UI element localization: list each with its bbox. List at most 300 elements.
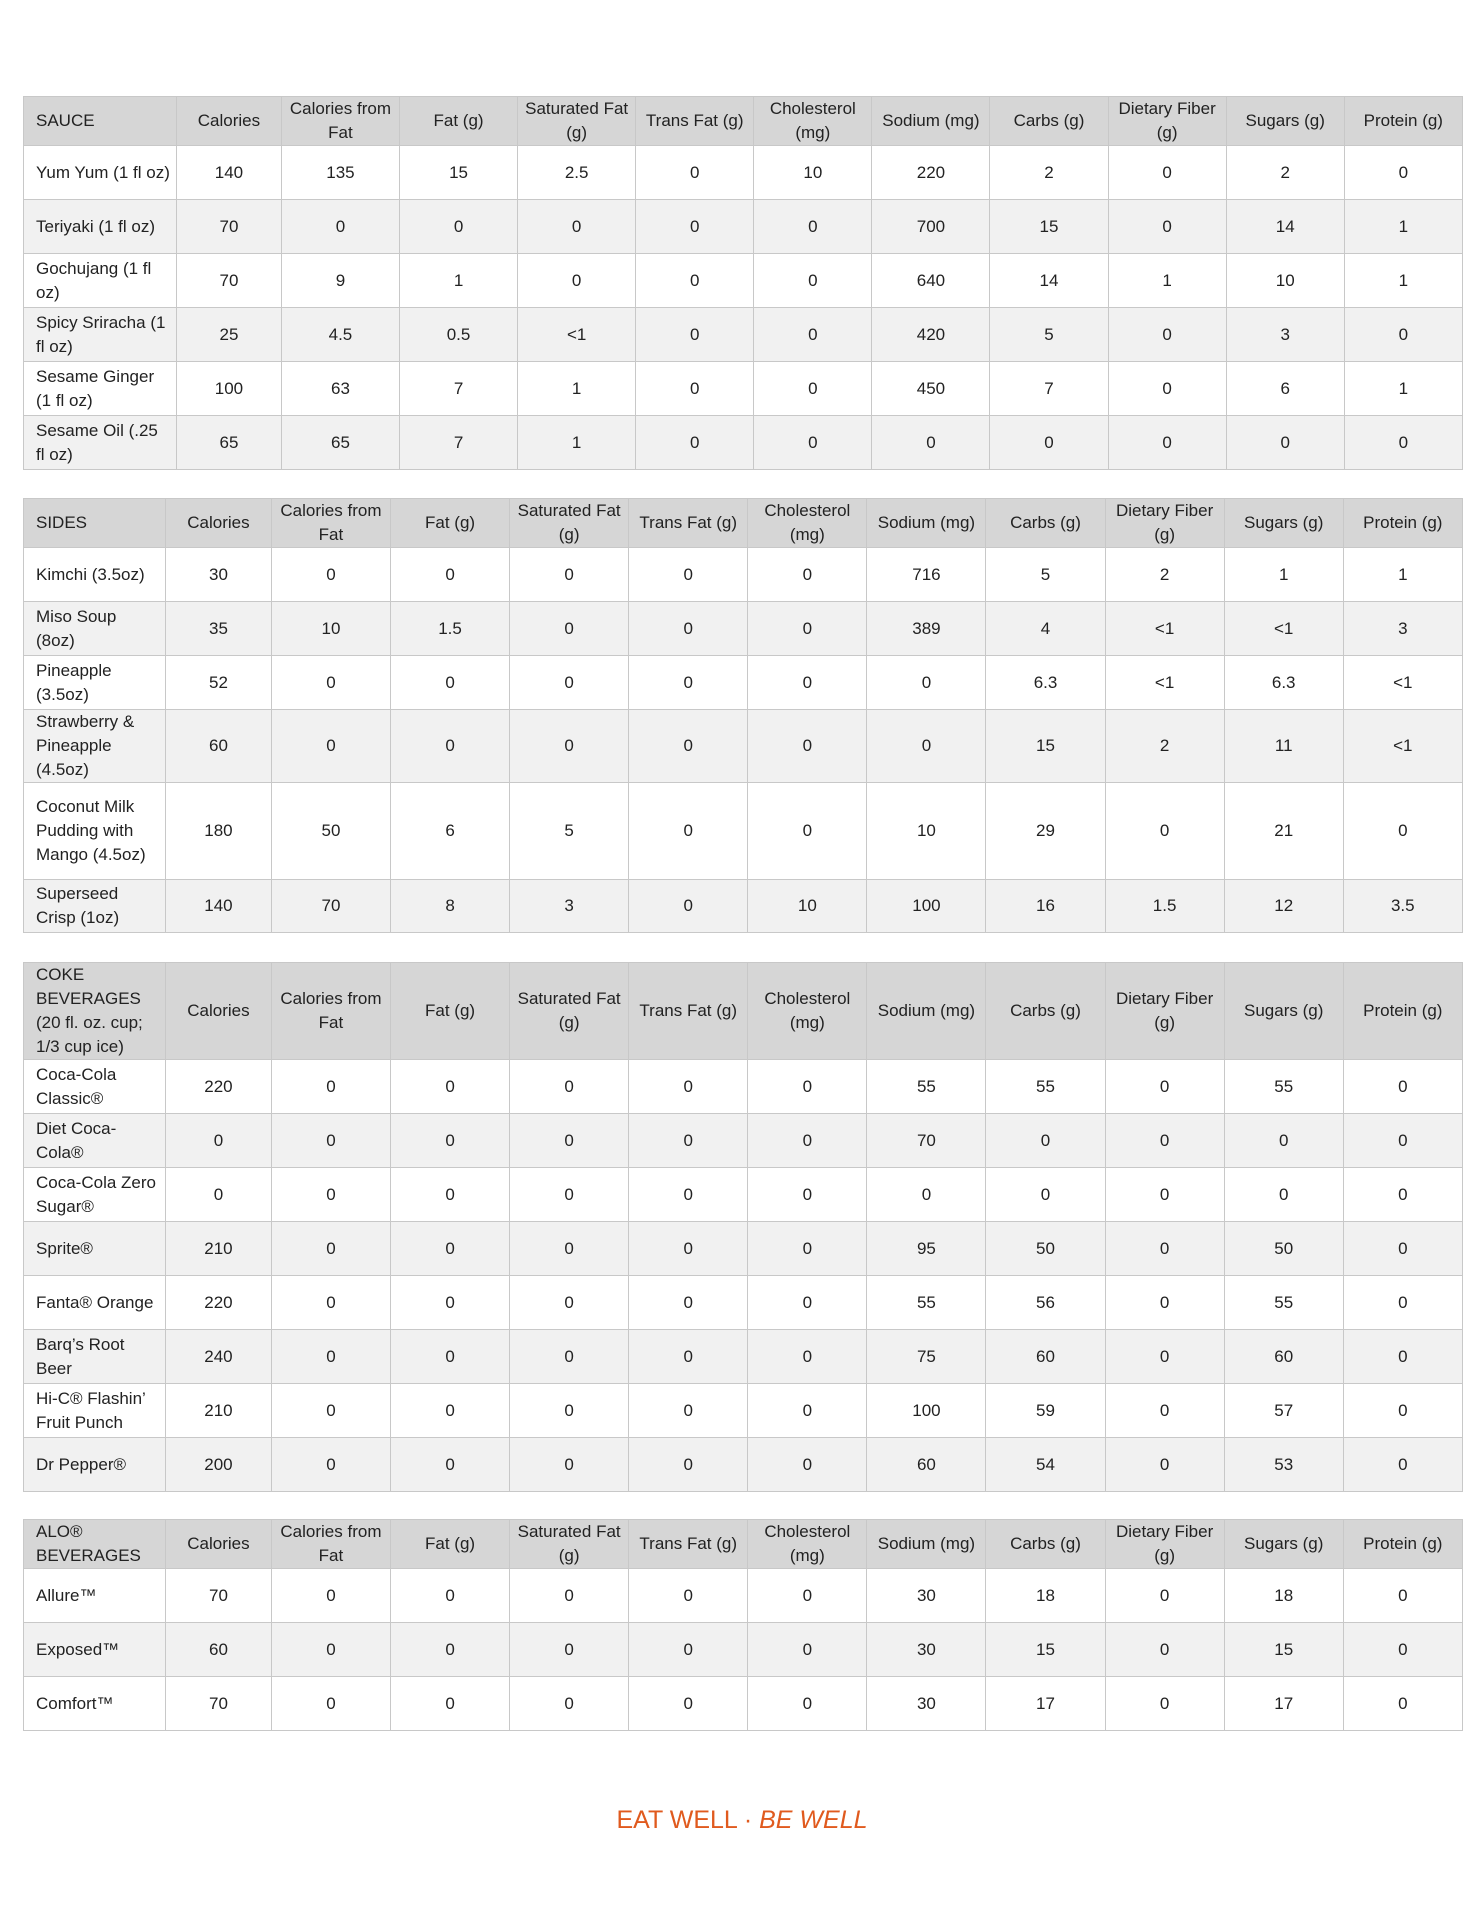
nutrient-value: 70 bbox=[867, 1114, 986, 1168]
nutrient-value: 0 bbox=[872, 416, 990, 470]
item-name: Dr Pepper® bbox=[24, 1438, 166, 1492]
nutrient-value: 0 bbox=[867, 1168, 986, 1222]
nutrient-value: <1 bbox=[518, 308, 636, 362]
nutrient-value: 0 bbox=[1343, 1222, 1462, 1276]
table-row bbox=[24, 1060, 1463, 1114]
nutrient-value: 0 bbox=[391, 1060, 510, 1114]
table-row bbox=[24, 656, 1463, 710]
nutrient-value: 100 bbox=[867, 880, 986, 933]
nutrient-value: 0 bbox=[518, 254, 636, 308]
column-header: Fat (g) bbox=[391, 499, 510, 548]
column-header: Cholesterol (mg) bbox=[754, 97, 872, 146]
item-name: Sprite® bbox=[24, 1222, 166, 1276]
nutrient-value: 0 bbox=[1224, 1168, 1343, 1222]
column-header: Trans Fat (g) bbox=[629, 499, 748, 548]
nutrient-value: 0 bbox=[1343, 1384, 1462, 1438]
nutrient-value: 57 bbox=[1224, 1384, 1343, 1438]
nutrient-value: 0 bbox=[1105, 1438, 1224, 1492]
nutrient-value: 0 bbox=[510, 602, 629, 656]
nutrient-value: 0 bbox=[748, 1114, 867, 1168]
nutrient-value: 35 bbox=[166, 602, 272, 656]
nutrient-value: 0 bbox=[271, 1623, 390, 1677]
column-header: Cholesterol (mg) bbox=[748, 963, 867, 1060]
nutrient-value: 0 bbox=[271, 1330, 390, 1384]
nutrient-value: 54 bbox=[986, 1438, 1105, 1492]
nutrient-value: 59 bbox=[986, 1384, 1105, 1438]
column-header: Dietary Fiber (g) bbox=[1105, 963, 1224, 1060]
nutrient-value: 0 bbox=[629, 1569, 748, 1623]
column-header: Cholesterol (mg) bbox=[748, 499, 867, 548]
nutrient-value: 100 bbox=[177, 362, 282, 416]
nutrient-value: 9 bbox=[281, 254, 399, 308]
nutrient-value: 5 bbox=[986, 548, 1105, 602]
nutrient-value: 0 bbox=[629, 1222, 748, 1276]
nutrient-value: 3 bbox=[510, 880, 629, 933]
nutrient-value: 0 bbox=[391, 710, 510, 783]
nutrient-value: 17 bbox=[986, 1677, 1105, 1731]
nutrient-value: 55 bbox=[867, 1276, 986, 1330]
nutrient-value: 0 bbox=[1108, 416, 1226, 470]
nutrient-value: 0 bbox=[391, 1384, 510, 1438]
nutrient-value: 0 bbox=[748, 783, 867, 880]
nutrient-value: 0 bbox=[867, 710, 986, 783]
nutrient-value: 0 bbox=[1105, 1623, 1224, 1677]
table-row bbox=[24, 1330, 1463, 1384]
table-row bbox=[24, 362, 1463, 416]
nutrient-value: 0 bbox=[510, 1569, 629, 1623]
item-name: Coconut Milk Pudding with Mango (4.5oz) bbox=[24, 783, 166, 880]
nutrient-value: 55 bbox=[986, 1060, 1105, 1114]
nutrient-value: 50 bbox=[271, 783, 390, 880]
column-header: Calories from Fat bbox=[271, 1520, 390, 1569]
nutrient-value: 17 bbox=[1224, 1677, 1343, 1731]
nutrient-value: 1 bbox=[1343, 548, 1462, 602]
nutrient-value: 0 bbox=[754, 200, 872, 254]
column-header: Carbs (g) bbox=[986, 499, 1105, 548]
nutrient-value: 14 bbox=[990, 254, 1108, 308]
nutrient-value: 0 bbox=[510, 1060, 629, 1114]
column-header: Trans Fat (g) bbox=[629, 963, 748, 1060]
nutrition-table bbox=[23, 962, 1463, 1492]
nutrient-value: 0 bbox=[510, 1384, 629, 1438]
nutrient-value: 0 bbox=[748, 1060, 867, 1114]
nutrient-value: 70 bbox=[177, 200, 282, 254]
nutrient-value: 0 bbox=[400, 200, 518, 254]
nutrient-value: 18 bbox=[986, 1569, 1105, 1623]
nutrient-value: 0 bbox=[629, 783, 748, 880]
nutrient-value: 0 bbox=[510, 1330, 629, 1384]
nutrient-value: 10 bbox=[1226, 254, 1344, 308]
nutrient-value: 0 bbox=[510, 1623, 629, 1677]
nutrient-value: 0 bbox=[1343, 1623, 1462, 1677]
item-name: Gochujang (1 fl oz) bbox=[24, 254, 177, 308]
nutrient-value: 0 bbox=[629, 1114, 748, 1168]
nutrient-value: 220 bbox=[166, 1276, 272, 1330]
column-header: Calories bbox=[166, 1520, 272, 1569]
nutrient-value: 70 bbox=[177, 254, 282, 308]
nutrient-value: 0 bbox=[748, 602, 867, 656]
nutrient-value: 0 bbox=[510, 710, 629, 783]
nutrient-value: 0 bbox=[510, 1276, 629, 1330]
table-row bbox=[24, 416, 1463, 470]
table-row bbox=[24, 1384, 1463, 1438]
nutrient-value: 0 bbox=[629, 1384, 748, 1438]
table-row bbox=[24, 1168, 1463, 1222]
nutrient-value: 0 bbox=[748, 1569, 867, 1623]
nutrient-value: 1 bbox=[1344, 362, 1462, 416]
section-title: SAUCE bbox=[24, 97, 177, 146]
table-header-row bbox=[24, 499, 1463, 548]
nutrient-value: 0 bbox=[1343, 1114, 1462, 1168]
nutrient-value: <1 bbox=[1343, 710, 1462, 783]
nutrient-value: 29 bbox=[986, 783, 1105, 880]
nutrient-value: 70 bbox=[166, 1677, 272, 1731]
column-header: Calories from Fat bbox=[281, 97, 399, 146]
nutrient-value: 1.5 bbox=[391, 602, 510, 656]
nutrient-value: 0 bbox=[1108, 308, 1226, 362]
column-header: Sodium (mg) bbox=[867, 499, 986, 548]
section-title: SIDES bbox=[24, 499, 166, 548]
nutrient-value: 0 bbox=[281, 200, 399, 254]
nutrient-value: 0 bbox=[748, 1384, 867, 1438]
nutrient-value: 0 bbox=[1343, 783, 1462, 880]
column-header: Calories bbox=[166, 963, 272, 1060]
nutrient-value: 240 bbox=[166, 1330, 272, 1384]
nutrient-value: 1 bbox=[518, 362, 636, 416]
column-header: Calories bbox=[177, 97, 282, 146]
nutrient-value: 56 bbox=[986, 1276, 1105, 1330]
nutrient-value: 55 bbox=[1224, 1276, 1343, 1330]
table-row bbox=[24, 1222, 1463, 1276]
nutrient-value: 220 bbox=[166, 1060, 272, 1114]
section-title: COKE BEVERAGES (20 fl. oz. cup; 1/3 cup ice) bbox=[24, 963, 166, 1060]
nutrient-value: 12 bbox=[1224, 880, 1343, 933]
nutrient-value: 60 bbox=[986, 1330, 1105, 1384]
nutrient-value: <1 bbox=[1343, 656, 1462, 710]
nutrient-value: 0 bbox=[867, 656, 986, 710]
column-header: Protein (g) bbox=[1343, 499, 1462, 548]
nutrient-value: 0 bbox=[1105, 1330, 1224, 1384]
column-header: Sugars (g) bbox=[1224, 1520, 1343, 1569]
nutrient-value: 0 bbox=[1343, 1276, 1462, 1330]
nutrient-value: 0 bbox=[748, 656, 867, 710]
table-row bbox=[24, 146, 1463, 200]
table-row bbox=[24, 1438, 1463, 1492]
nutrient-value: 0 bbox=[629, 1330, 748, 1384]
nutrient-value: 0 bbox=[1108, 362, 1226, 416]
column-header: Saturated Fat (g) bbox=[510, 1520, 629, 1569]
nutrient-value: 0 bbox=[629, 1060, 748, 1114]
table-row bbox=[24, 880, 1463, 933]
nutrient-value: 0 bbox=[748, 1330, 867, 1384]
column-header: Dietary Fiber (g) bbox=[1108, 97, 1226, 146]
nutrient-value: 0 bbox=[166, 1168, 272, 1222]
column-header: Cholesterol (mg) bbox=[748, 1520, 867, 1569]
nutrient-value: 7 bbox=[990, 362, 1108, 416]
nutrient-value: 0 bbox=[748, 1168, 867, 1222]
item-name: Yum Yum (1 fl oz) bbox=[24, 146, 177, 200]
table-row bbox=[24, 308, 1463, 362]
item-name: Exposed™ bbox=[24, 1623, 166, 1677]
nutrient-value: 140 bbox=[166, 880, 272, 933]
nutrition-table bbox=[23, 1519, 1463, 1731]
nutrient-value: 0 bbox=[510, 1114, 629, 1168]
table-row bbox=[24, 200, 1463, 254]
nutrient-value: 135 bbox=[281, 146, 399, 200]
nutrient-value: 0 bbox=[391, 1276, 510, 1330]
tagline-accent: BE WELL bbox=[759, 1806, 868, 1834]
column-header: Saturated Fat (g) bbox=[510, 963, 629, 1060]
nutrient-value: 0 bbox=[629, 1276, 748, 1330]
table-header-row bbox=[24, 1520, 1463, 1569]
item-name: Barq’s Root Beer bbox=[24, 1330, 166, 1384]
table-header-row bbox=[24, 97, 1463, 146]
table-row bbox=[24, 548, 1463, 602]
nutrient-value: 0 bbox=[1343, 1330, 1462, 1384]
nutrient-value: <1 bbox=[1105, 656, 1224, 710]
item-name: Strawberry & Pineapple (4.5oz) bbox=[24, 710, 166, 783]
column-header: Dietary Fiber (g) bbox=[1105, 1520, 1224, 1569]
column-header: Fat (g) bbox=[400, 97, 518, 146]
nutrient-value: 0 bbox=[1226, 416, 1344, 470]
column-header: Calories from Fat bbox=[271, 499, 390, 548]
nutrient-value: 0.5 bbox=[400, 308, 518, 362]
nutrient-value: 50 bbox=[1224, 1222, 1343, 1276]
table-header-row bbox=[24, 963, 1463, 1060]
nutrient-value: 16 bbox=[986, 880, 1105, 933]
nutrient-value: 0 bbox=[271, 548, 390, 602]
column-header: Protein (g) bbox=[1343, 1520, 1462, 1569]
nutrient-value: 0 bbox=[1224, 1114, 1343, 1168]
nutrient-value: 14 bbox=[1226, 200, 1344, 254]
nutrient-value: 60 bbox=[166, 710, 272, 783]
table-row bbox=[24, 710, 1463, 783]
item-name: Superseed Crisp (1oz) bbox=[24, 880, 166, 933]
nutrient-value: 0 bbox=[1105, 783, 1224, 880]
nutrient-value: 0 bbox=[271, 1060, 390, 1114]
nutrient-value: 21 bbox=[1224, 783, 1343, 880]
item-name: Coca-Cola Classic® bbox=[24, 1060, 166, 1114]
column-header: Sugars (g) bbox=[1224, 963, 1343, 1060]
nutrient-value: 0 bbox=[1344, 416, 1462, 470]
nutrient-value: 0 bbox=[391, 1114, 510, 1168]
nutrient-value: 63 bbox=[281, 362, 399, 416]
nutrient-value: 0 bbox=[391, 1438, 510, 1492]
column-header: Dietary Fiber (g) bbox=[1105, 499, 1224, 548]
column-header: Protein (g) bbox=[1344, 97, 1462, 146]
nutrition-table bbox=[23, 498, 1463, 933]
nutrient-value: 0 bbox=[271, 656, 390, 710]
nutrient-value: 180 bbox=[166, 783, 272, 880]
nutrient-value: 0 bbox=[986, 1114, 1105, 1168]
nutrient-value: 0 bbox=[754, 416, 872, 470]
nutrient-value: 15 bbox=[1224, 1623, 1343, 1677]
nutrient-value: <1 bbox=[1105, 602, 1224, 656]
item-name: Miso Soup (8oz) bbox=[24, 602, 166, 656]
nutrient-value: 65 bbox=[177, 416, 282, 470]
column-header: Fat (g) bbox=[391, 1520, 510, 1569]
nutrient-value: 0 bbox=[629, 656, 748, 710]
nutrient-value: 0 bbox=[1105, 1060, 1224, 1114]
nutrient-value: 700 bbox=[872, 200, 990, 254]
nutrient-value: 0 bbox=[271, 1114, 390, 1168]
item-name: Comfort™ bbox=[24, 1677, 166, 1731]
nutrient-value: 0 bbox=[510, 1222, 629, 1276]
table-row bbox=[24, 1677, 1463, 1731]
nutrient-value: 30 bbox=[867, 1569, 986, 1623]
nutrient-value: 0 bbox=[510, 1438, 629, 1492]
nutrient-value: 0 bbox=[636, 362, 754, 416]
nutrient-value: 0 bbox=[748, 1623, 867, 1677]
nutrient-value: 4 bbox=[986, 602, 1105, 656]
nutrient-value: <1 bbox=[1224, 602, 1343, 656]
nutrient-value: 0 bbox=[510, 1168, 629, 1222]
nutrient-value: 3 bbox=[1343, 602, 1462, 656]
nutrient-value: 0 bbox=[518, 200, 636, 254]
nutrient-value: 0 bbox=[271, 1384, 390, 1438]
item-name: Coca-Cola Zero Sugar® bbox=[24, 1168, 166, 1222]
tagline-main: EAT WELL · bbox=[616, 1806, 760, 1834]
nutrient-value: 0 bbox=[1344, 308, 1462, 362]
nutrient-value: 220 bbox=[872, 146, 990, 200]
column-header: Carbs (g) bbox=[986, 963, 1105, 1060]
nutrient-value: 1.5 bbox=[1105, 880, 1224, 933]
column-header: Trans Fat (g) bbox=[629, 1520, 748, 1569]
nutrient-value: 1 bbox=[1224, 548, 1343, 602]
nutrient-value: 0 bbox=[1343, 1168, 1462, 1222]
nutrient-value: 30 bbox=[166, 548, 272, 602]
nutrient-value: 5 bbox=[510, 783, 629, 880]
nutrient-value: 75 bbox=[867, 1330, 986, 1384]
nutrient-value: 2.5 bbox=[518, 146, 636, 200]
nutrient-value: 1 bbox=[1108, 254, 1226, 308]
nutrient-value: 55 bbox=[867, 1060, 986, 1114]
nutrient-value: 15 bbox=[990, 200, 1108, 254]
nutrient-value: 0 bbox=[754, 362, 872, 416]
nutrient-value: 10 bbox=[748, 880, 867, 933]
nutrient-value: 0 bbox=[1105, 1168, 1224, 1222]
nutrient-value: 1 bbox=[400, 254, 518, 308]
nutrient-value: 100 bbox=[867, 1384, 986, 1438]
nutrient-value: 0 bbox=[271, 710, 390, 783]
nutrient-value: 420 bbox=[872, 308, 990, 362]
nutrient-value: 0 bbox=[754, 254, 872, 308]
nutrient-value: 0 bbox=[636, 416, 754, 470]
nutrient-value: 0 bbox=[636, 254, 754, 308]
table-row bbox=[24, 1114, 1463, 1168]
column-header: Sodium (mg) bbox=[872, 97, 990, 146]
nutrient-value: 0 bbox=[271, 1677, 390, 1731]
nutrient-value: 5 bbox=[990, 308, 1108, 362]
nutrient-value: 60 bbox=[1224, 1330, 1343, 1384]
nutrient-value: 0 bbox=[748, 1438, 867, 1492]
nutrient-value: 1 bbox=[518, 416, 636, 470]
item-name: Spicy Sriracha (1 fl oz) bbox=[24, 308, 177, 362]
nutrient-value: 65 bbox=[281, 416, 399, 470]
nutrient-value: 8 bbox=[391, 880, 510, 933]
nutrient-value: 6 bbox=[391, 783, 510, 880]
nutrient-value: 2 bbox=[990, 146, 1108, 200]
nutrient-value: 1 bbox=[1344, 254, 1462, 308]
nutrient-value: 0 bbox=[1108, 200, 1226, 254]
nutrient-value: 0 bbox=[1344, 146, 1462, 200]
nutrient-value: 15 bbox=[986, 1623, 1105, 1677]
nutrient-value: 10 bbox=[867, 783, 986, 880]
nutrient-value: 0 bbox=[1105, 1569, 1224, 1623]
nutrient-value: 0 bbox=[636, 146, 754, 200]
item-name: Sesame Ginger (1 fl oz) bbox=[24, 362, 177, 416]
table-row bbox=[24, 1276, 1463, 1330]
item-name: Fanta® Orange bbox=[24, 1276, 166, 1330]
column-header: Sodium (mg) bbox=[867, 963, 986, 1060]
nutrient-value: 210 bbox=[166, 1384, 272, 1438]
nutrient-value: 0 bbox=[271, 1438, 390, 1492]
nutrient-value: 0 bbox=[271, 1276, 390, 1330]
column-header: Saturated Fat (g) bbox=[510, 499, 629, 548]
nutrient-value: 0 bbox=[391, 656, 510, 710]
nutrient-value: 0 bbox=[1105, 1114, 1224, 1168]
item-name: Teriyaki (1 fl oz) bbox=[24, 200, 177, 254]
nutrient-value: 0 bbox=[990, 416, 1108, 470]
nutrient-value: 18 bbox=[1224, 1569, 1343, 1623]
nutrient-value: 0 bbox=[636, 308, 754, 362]
nutrient-value: 0 bbox=[271, 1569, 390, 1623]
column-header: Carbs (g) bbox=[990, 97, 1108, 146]
nutrient-value: 0 bbox=[629, 880, 748, 933]
nutrient-value: 0 bbox=[1105, 1276, 1224, 1330]
nutrient-value: 52 bbox=[166, 656, 272, 710]
nutrient-value: 0 bbox=[629, 1438, 748, 1492]
nutrient-value: 200 bbox=[166, 1438, 272, 1492]
nutrient-value: 15 bbox=[400, 146, 518, 200]
nutrient-value: 450 bbox=[872, 362, 990, 416]
nutrient-value: 0 bbox=[1343, 1569, 1462, 1623]
nutrient-value: 0 bbox=[391, 1168, 510, 1222]
table-row bbox=[24, 1623, 1463, 1677]
nutrient-value: 10 bbox=[754, 146, 872, 200]
nutrient-value: 0 bbox=[754, 308, 872, 362]
table-row bbox=[24, 783, 1463, 880]
section-title: ALO® BEVERAGES bbox=[24, 1520, 166, 1569]
nutrient-value: 7 bbox=[400, 416, 518, 470]
nutrient-value: 2 bbox=[1226, 146, 1344, 200]
nutrient-value: 0 bbox=[636, 200, 754, 254]
nutrient-value: 0 bbox=[629, 1623, 748, 1677]
nutrient-value: 53 bbox=[1224, 1438, 1343, 1492]
nutrient-value: 7 bbox=[400, 362, 518, 416]
nutrient-value: 0 bbox=[1343, 1677, 1462, 1731]
nutrient-value: 0 bbox=[1105, 1222, 1224, 1276]
nutrient-value: 11 bbox=[1224, 710, 1343, 783]
item-name: Hi-C® Flashin’ Fruit Punch bbox=[24, 1384, 166, 1438]
nutrient-value: 4.5 bbox=[281, 308, 399, 362]
nutrient-value: 0 bbox=[629, 1168, 748, 1222]
nutrient-value: 0 bbox=[1105, 1384, 1224, 1438]
nutrient-value: 0 bbox=[1343, 1060, 1462, 1114]
nutrient-value: 0 bbox=[510, 656, 629, 710]
table-row bbox=[24, 602, 1463, 656]
nutrient-value: 0 bbox=[391, 1623, 510, 1677]
nutrient-value: 716 bbox=[867, 548, 986, 602]
nutrient-value: 1 bbox=[1344, 200, 1462, 254]
item-name: Diet Coca-Cola® bbox=[24, 1114, 166, 1168]
nutrient-value: 15 bbox=[986, 710, 1105, 783]
nutrient-value: 0 bbox=[271, 1168, 390, 1222]
column-header: Calories bbox=[166, 499, 272, 548]
nutrient-value: 0 bbox=[271, 1222, 390, 1276]
nutrient-value: 0 bbox=[1105, 1677, 1224, 1731]
nutrient-value: 50 bbox=[986, 1222, 1105, 1276]
